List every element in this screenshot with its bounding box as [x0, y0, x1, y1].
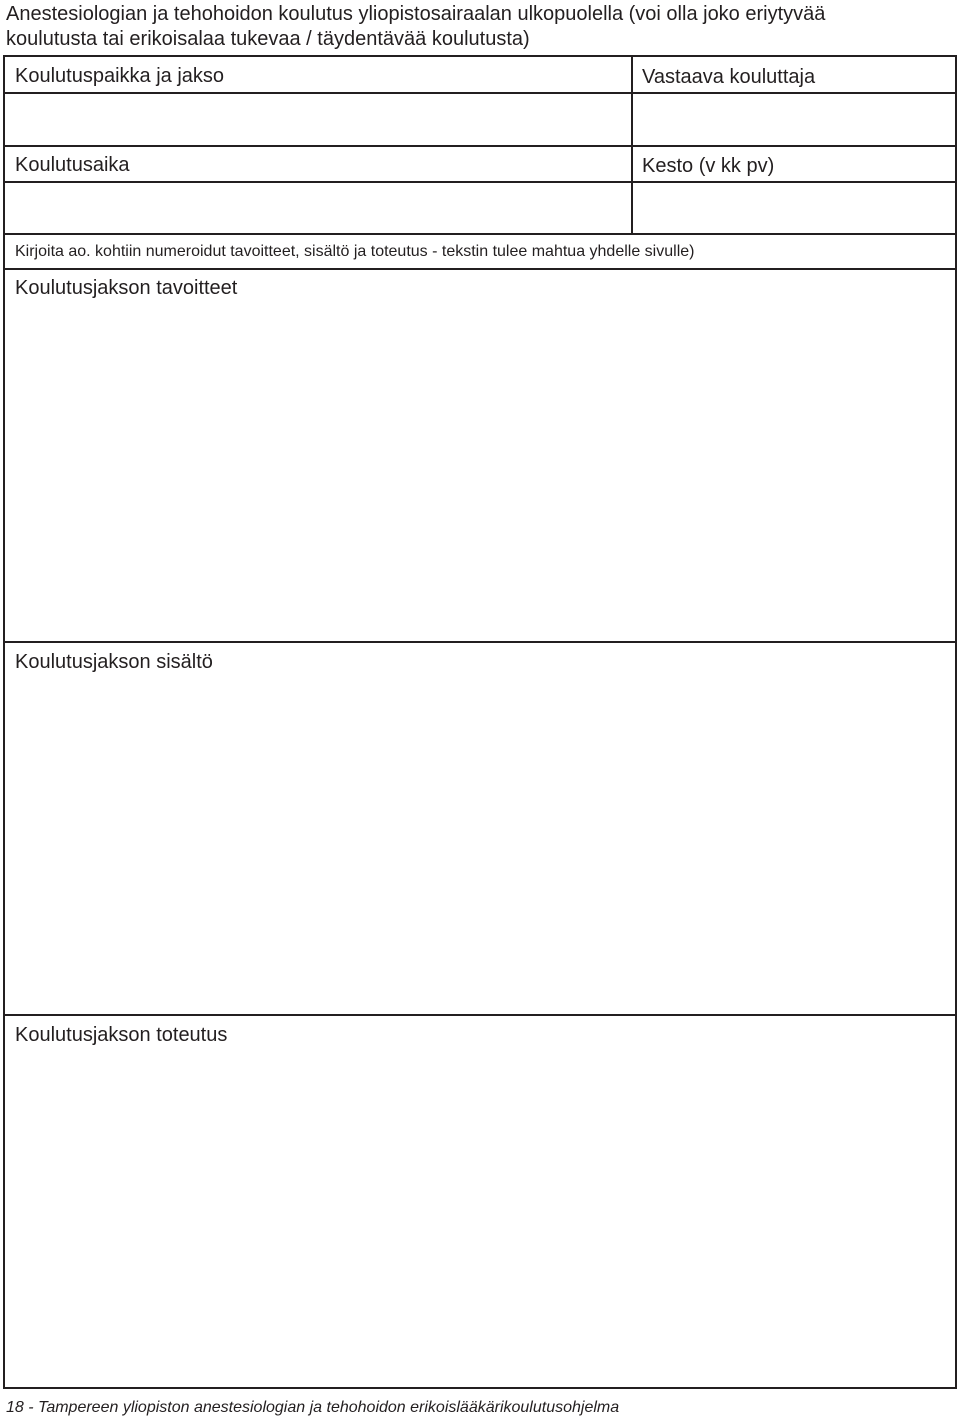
- responsible-trainer-field[interactable]: [633, 94, 955, 145]
- page-title: [6, 2, 946, 52]
- implementation-field[interactable]: [5, 1053, 955, 1387]
- divider-above-content: [5, 641, 955, 643]
- implementation-label: Koulutusjakson toteutus: [15, 1024, 228, 1046]
- divider-above-implementation: [5, 1014, 955, 1016]
- responsible-trainer-label: Vastaava kouluttaja: [642, 66, 816, 88]
- content-label: Koulutusjakson sisältö: [15, 651, 213, 673]
- goals-field[interactable]: [5, 307, 955, 641]
- duration-label: Kesto (v kk pv): [642, 155, 775, 177]
- divider-above-time-label: [5, 145, 955, 147]
- goals-label: Koulutusjakson tavoitteet: [15, 277, 238, 299]
- training-place-label: Koulutuspaikka ja jakso: [15, 65, 225, 87]
- training-place-field[interactable]: [5, 94, 631, 145]
- training-time-label: Koulutusaika: [15, 154, 130, 176]
- training-time-field[interactable]: [5, 183, 631, 233]
- divider-below-instruction: [5, 268, 955, 270]
- duration-field[interactable]: [633, 183, 955, 233]
- page-title-line-2: koulutusta tai erikoisalaa tukevaa / täydentävää koulutusta): [6, 28, 530, 50]
- page-footer: 18 - Tampereen yliopiston anestesiologian ja tehohoidon erikoislääkärikoulutusohjelma: [6, 1399, 620, 1416]
- divider-above-instruction: [5, 233, 955, 235]
- content-field[interactable]: [5, 679, 955, 1014]
- training-period-form: [3, 55, 957, 1389]
- instruction-text: Kirjoita ao. kohtiin numeroidut tavoitteet, sisältö ja toteutus - tekstin tulee mahtua yhdelle sivulle): [15, 243, 695, 260]
- page-title-line-1: Anestesiologian ja tehohoidon koulutus yliopistosairaalan ulkopuolella (voi olla joko eriytyvää: [6, 3, 826, 25]
